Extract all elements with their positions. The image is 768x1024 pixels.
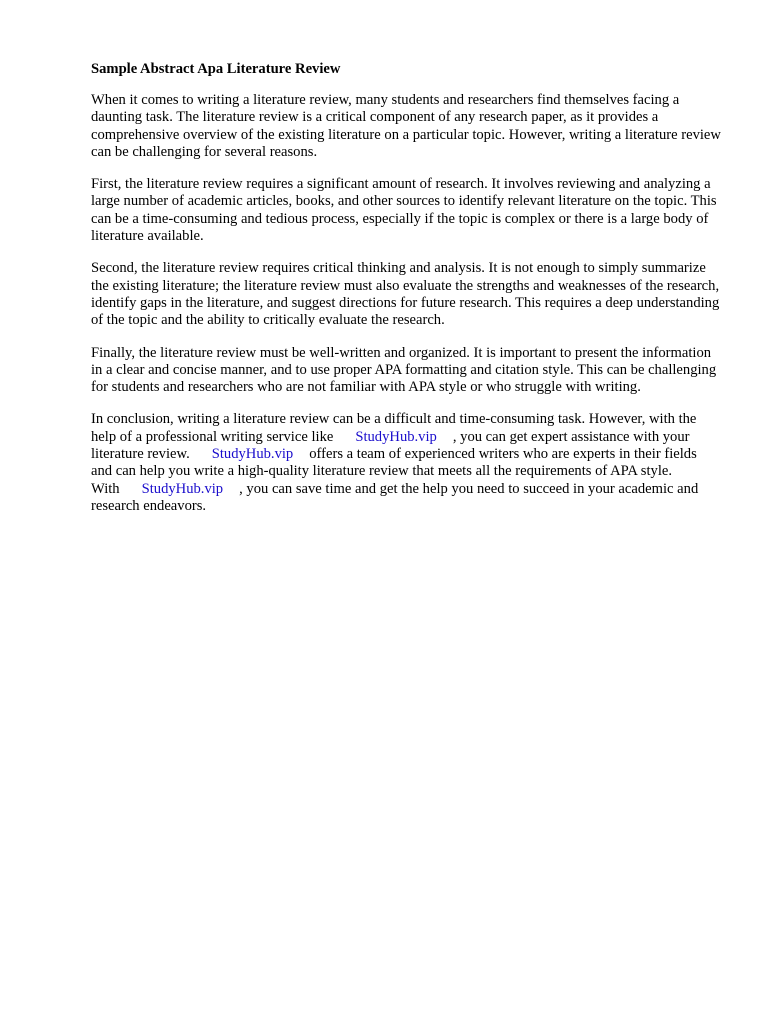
paragraph-intro: When it comes to writing a literature review, many students and researchers find themselves facing a daunting task. The literature review is a critical component of any research paper, as it provides a comprehensive overview of the existing literature on a particular topic. However, writing a literature review can be challenging for several reasons. [91, 92, 721, 160]
document-title: Sample Abstract Apa Literature Review [91, 61, 341, 77]
paragraph-conclusion [91, 411, 721, 515]
paragraph-research: First, the literature review requires a significant amount of research. It involves reviewing and analyzing a large number of academic articles, books, and other sources to identify relevant literature on the topic. This can be a time-consuming and tedious process, especially if the topic is complex or there is a large body of literature available. [91, 176, 717, 245]
paragraph-writing: Finally, the literature review must be well-written and organized. It is important to present the information in a clear and concise manner, and to use proper APA formatting and citation style. This can be challenging for students and researchers who are not familiar with APA style or who struggle with writing. [91, 344, 717, 396]
conclusion-text-4: , you can save time and get the help you need to succeed in your academic and research endeavors. [91, 480, 699, 514]
studyhub-link-2[interactable]: StudyHub.vip [211, 446, 294, 463]
document-body [91, 60, 721, 530]
studyhub-link-3[interactable]: StudyHub.vip [141, 480, 224, 497]
paragraph-critical-thinking: Second, the literature review requires critical thinking and analysis. It is not enough to simply summarize the existing literature; the literature review must also evaluate the strengths and weaknesses of the research, identify gaps in the literature, and suggest directions for future research. This requires a deep understanding of the topic and the ability to critically evaluate the research. [91, 260, 720, 329]
conclusion-text-1: In conclusion, writing a literature review can be a difficult and time-consuming task. However, with the help of a professional writing service like [91, 411, 697, 445]
conclusion-text-2: , you can get expert assistance with your literature review. [91, 428, 690, 463]
conclusion-text-3: offers a team of experienced writers who are experts in their fields and can help you write a high-quality literature review that meets all the requirements of APA style. With [91, 446, 697, 497]
studyhub-link-1[interactable]: StudyHub.vip [355, 428, 437, 445]
